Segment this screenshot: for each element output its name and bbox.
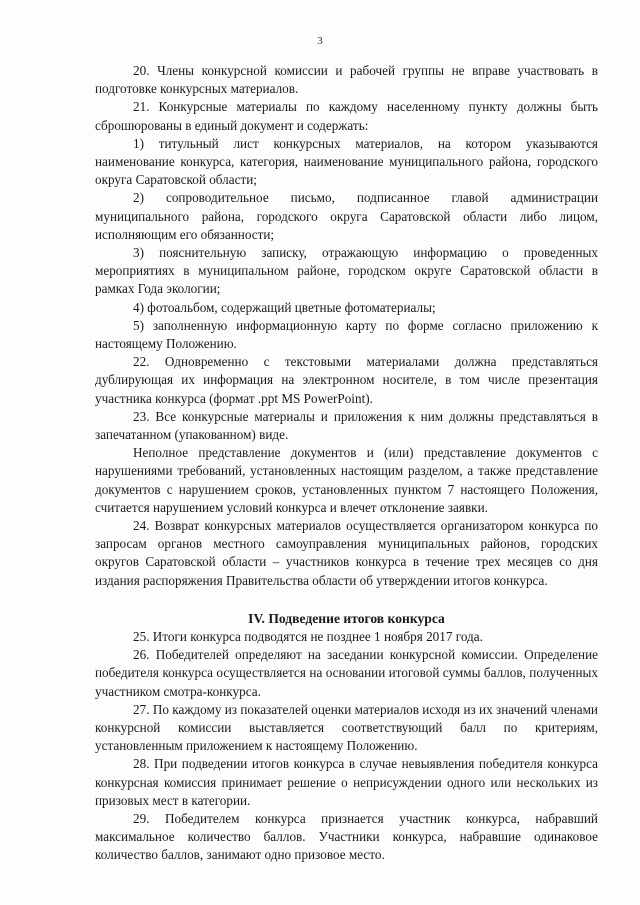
document-body (95, 62, 598, 865)
paragraph-28: 28. При подведении итогов конкурса в случае невыявления победителя конкурса конкурсная комиссия принимает решение о неприсуждении одного или нескольких из призовых мест в категории. (95, 756, 598, 808)
paragraph-23-note: Неполное представление документов и (или) представление документов с нарушениями требований, установленных настоящим разделом, а также представление документов с нарушением сроков, установленных пунктом 7 настоящего Положения, считается нарушением условий конкурса и влечет отклонение заявки. (95, 445, 598, 515)
paragraph-21: 21. Конкурсные материалы по каждому населенному пункту должны быть сброшюрованы в единый документ и содержать: (95, 99, 598, 133)
paragraph-24: 24. Возврат конкурсных материалов осуществляется организатором конкурса по запросам органов местного самоуправления муниципальных районов, городских округов Саратовской области – участников конкурса в течение трех месяцев со дня издания распоряжения Правительства области об утверждении итогов конкурса. (95, 518, 598, 588)
section-heading: IV. Подведение итогов конкурса (248, 610, 445, 626)
list-item-4: 4) фотоальбом, содержащий цветные фотоматериалы; (133, 299, 436, 315)
paragraph-26: 26. Победителей определяют на заседании конкурсной комиссии. Определение победителя конкурса осуществляется на основании итоговой суммы баллов, полученных участником смотра-конкурса. (95, 647, 598, 699)
list-item-2: 2) сопроводительное письмо, подписанное главой администрации муниципального района, городского округа Саратовской области либо лицом, исполняющим его обязанности; (95, 190, 598, 242)
list-item-5: 5) заполненную информационную карту по форме согласно приложению к настоящему Положению. (95, 317, 598, 352)
paragraph-22: 22. Одновременно с текстовыми материалами должна представляться дублирующая их информация на электронном носителе, в том числе презентация участника конкурса (формат .ppt MS PowerPoint). (95, 354, 598, 406)
list-item-3: 3) пояснительную записку, отражающую информацию о проведенных мероприятиях в муниципальном районе, городском округе Саратовской области в рамках Года экологии; (95, 245, 598, 297)
paragraph-20: 20. Члены конкурсной комиссии и рабочей группы не вправе участвовать в подготовке конкурсных материалов. (95, 63, 598, 97)
paragraph-29: 29. Победителем конкурса признается участник конкурса, набравший максимальное количество баллов. Участники конкурса, набравшие одинаковое количество баллов, занимают одно призовое место. (95, 810, 598, 863)
paragraph-25: 25. Итоги конкурса подводятся не позднее 1 ноября 2017 года. (133, 628, 483, 644)
page-number: 3 (317, 35, 323, 47)
paragraph-27: 27. По каждому из показателей оценки материалов исходя из их значений членами конкурсной комиссии выставляется соответствующий балл по критериям, установленным приложением к настоящему Положению. (95, 701, 598, 754)
paragraph-23: 23. Все конкурсные материалы и приложения к ним должны представляться в запечатанном (упакованном) виде. (95, 408, 598, 443)
list-item-1: 1) титульный лист конкурсных материалов, на котором указываются наименование конкурса, категория, наименование муниципального района, городского округа Саратовской области; (95, 135, 598, 188)
